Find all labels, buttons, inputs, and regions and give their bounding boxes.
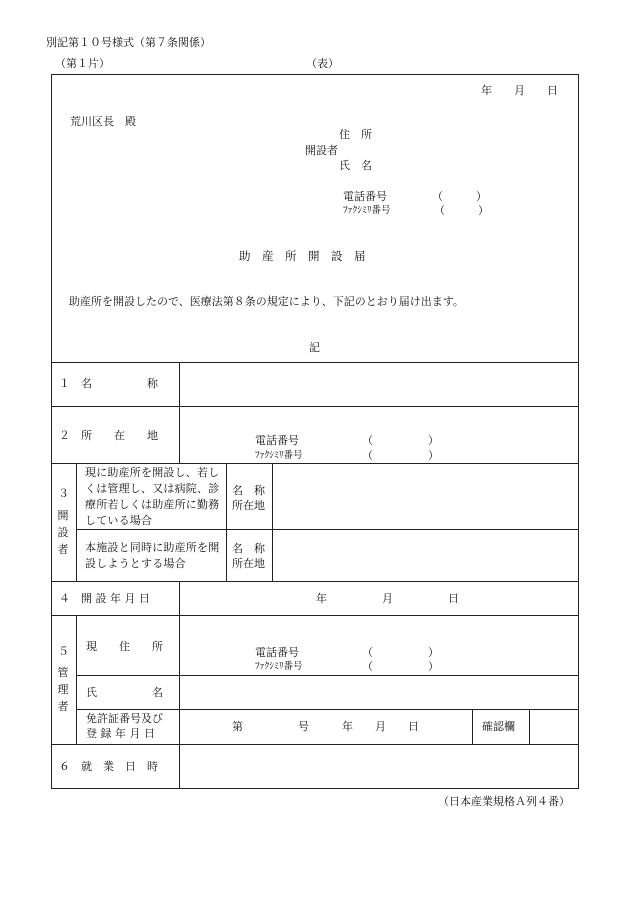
tel-label: 電話番号: [343, 190, 387, 203]
row5-license-label-1: 免許証番号及び: [86, 712, 163, 725]
fax-label: ﾌｧｸｼﾐﾘ番号: [343, 205, 391, 216]
side-label: （表）: [306, 57, 339, 70]
form-number: 別記第１０号様式（第７条関係）: [46, 36, 211, 49]
row5-address-label: 現 住 所: [86, 640, 163, 653]
row5-license-label-2: 登 録 年 月 日: [86, 727, 155, 740]
row2-fax-parens: （ ）: [362, 449, 439, 462]
addressee: 荒川区長 殿: [70, 115, 136, 128]
body-text: 助産所を開設したので、医療法第８条の規定により、下記のとおり届け出ます。: [69, 295, 464, 308]
row3-case2-name-label: 名 称: [232, 542, 265, 555]
ki-mark: 記: [309, 341, 320, 354]
row3-case2-addr-label: 所在地: [232, 557, 265, 570]
row3-case1: 現に助産所を開設し、若しくは管理し、又は病院、診療所若しくは助産所に勤務している場合: [85, 466, 220, 527]
row2-fax-label: ﾌｧｸｼﾐﾘ番号: [255, 450, 303, 461]
row3-label: 開設者: [57, 509, 69, 556]
address-label: 住 所: [339, 128, 372, 141]
row3-case1-addr-label: 所在地: [232, 499, 265, 512]
row3-case1-name-label: 名 称: [232, 484, 265, 497]
row5-label: 管理者: [57, 666, 69, 713]
tel-parens: （ ）: [432, 190, 487, 203]
row5-fax-label: ﾌｧｸｼﾐﾘ番号: [255, 661, 303, 672]
row3-number: ３: [58, 487, 69, 500]
page-label: （第１片）: [55, 57, 110, 70]
form-title: 助 産 所 開 設 届: [239, 249, 366, 263]
row5-number: ５: [58, 645, 69, 658]
founder-label: 開設者: [305, 144, 338, 157]
row4-label: ４ 開 設 年 月 日: [59, 592, 150, 605]
row1-label: １ 名 称: [59, 377, 158, 390]
row6-label: ６ 就 業 日 時: [59, 760, 158, 773]
row5-tel-label: 電話番号: [255, 646, 299, 659]
paper-size-note: （日本産業規格Ａ列４番）: [438, 795, 570, 808]
row1-value[interactable]: [181, 364, 577, 405]
row5-license-value: 第 号 年 月 日: [232, 720, 419, 733]
name-label: 氏 名: [339, 159, 372, 172]
row5-name-label: 氏 名: [86, 686, 163, 699]
row5-fax-parens: （ ）: [362, 660, 439, 673]
row4-value: 年 月 日: [316, 592, 459, 605]
row3-case2: 本施設と同時に助産所を開設しようとする場合: [85, 541, 220, 570]
row2-tel-parens: （ ）: [362, 434, 439, 447]
row2-tel-label: 電話番号: [255, 434, 299, 447]
row5-tel-parens: （ ）: [362, 646, 439, 659]
submission-date: 年 月 日: [481, 84, 558, 97]
row2-label: ２ 所 在 地: [59, 429, 158, 442]
row5-check-label: 確認欄: [482, 720, 515, 733]
fax-parens: （ ）: [434, 204, 489, 217]
